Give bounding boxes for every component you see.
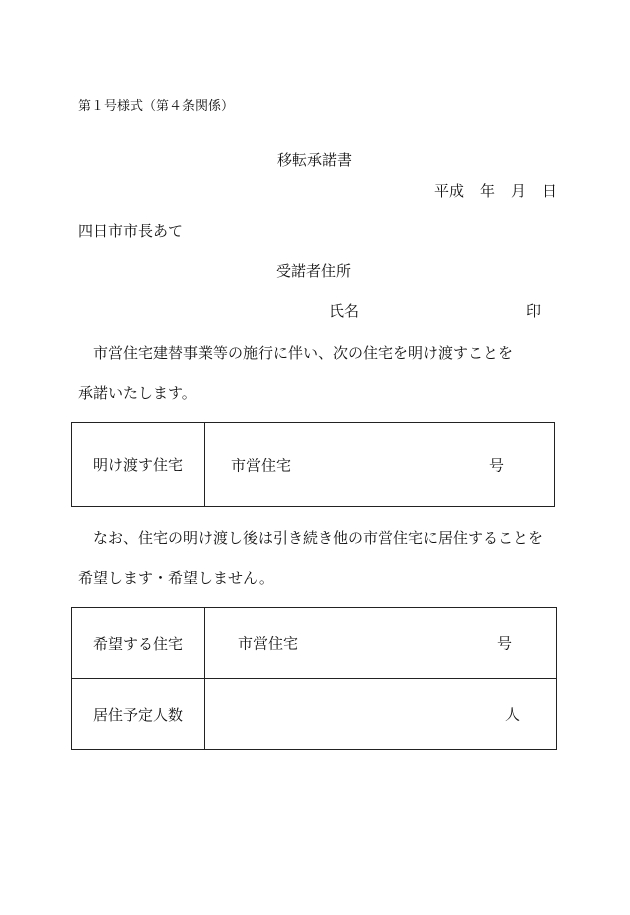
vacated-house-label: 明け渡す住宅 (72, 423, 205, 507)
date-year-unit: 年 (480, 182, 496, 200)
paragraph1-line2: 承諾いたします。 (78, 384, 197, 402)
paragraph1-line1: 市営住宅建替事業等の施行に伴い、次の住宅を明け渡すことを (93, 344, 514, 362)
consenter-address-label: 受諾者住所 (276, 262, 352, 280)
desired-house-row (72, 608, 557, 679)
residents-count-suffix: 人 (505, 705, 521, 724)
date-day-unit: 日 (542, 182, 558, 200)
paragraph2-line1: なお、住宅の明け渡し後は引き続き他の市営住宅に居住することを (93, 529, 544, 547)
date-era: 平成 (434, 182, 465, 200)
desired-house-suffix: 号 (497, 634, 513, 653)
paragraph2-line2: 希望します・希望しません。 (78, 569, 274, 587)
residents-count-row (72, 679, 557, 750)
seal-mark: 印 (526, 302, 542, 320)
vacated-house-table (71, 422, 555, 507)
vacated-house-prefix: 市営住宅 (231, 456, 292, 474)
desired-house-prefix: 市営住宅 (238, 634, 299, 653)
residents-count-label: 居住予定人数 (72, 679, 205, 750)
document-title: 移転承諾書 (277, 151, 353, 169)
addressee: 四日市市長あて (78, 222, 184, 240)
residents-count-value-cell[interactable] (205, 679, 557, 750)
consenter-name-label: 氏名 (329, 302, 360, 320)
form-number: 第１号様式（第４条関係） (78, 99, 235, 114)
vacated-house-suffix: 号 (489, 456, 505, 474)
desired-house-label: 希望する住宅 (72, 608, 205, 679)
date-month-unit: 月 (511, 182, 527, 200)
desired-house-table (71, 607, 557, 750)
desired-house-value-cell[interactable] (205, 608, 557, 679)
vacated-house-value-cell[interactable] (205, 423, 555, 507)
